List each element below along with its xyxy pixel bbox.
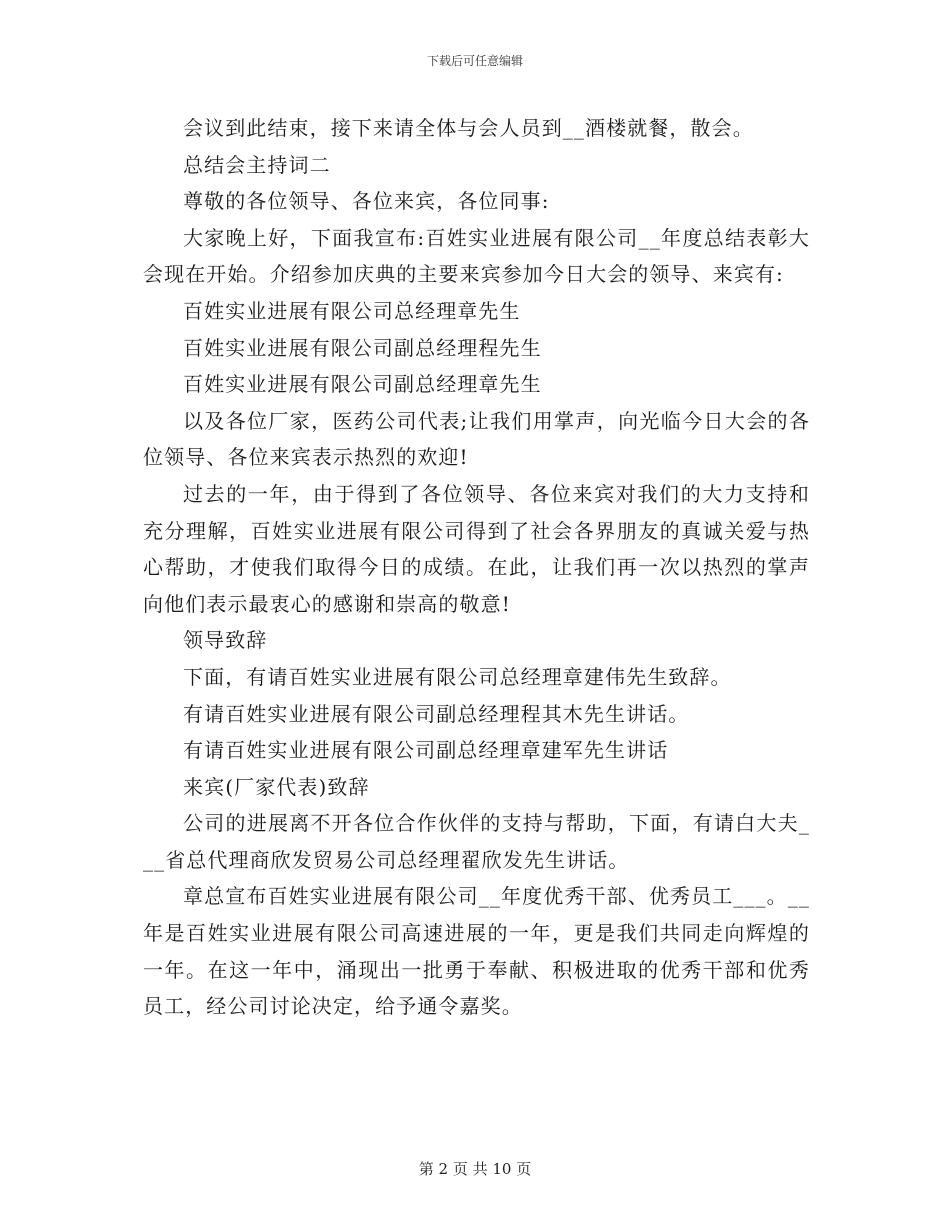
- section-heading-leader-speech: 领导致辞: [183, 628, 268, 653]
- greeting: 尊敬的各位领导、各位来宾，各位同事:: [183, 189, 550, 214]
- section-title: 总结会主持词二: [183, 152, 331, 177]
- speech-invite-line: 有请百姓实业进展有限公司副总经理章建军先生讲话: [183, 738, 669, 763]
- paragraph-welcome: 以及各位厂家，医药公司代表;让我们用掌声，向光临今日大会的各位领导、各位来宾表示热烈的欢迎!: [143, 408, 810, 470]
- paragraph-partner-speech: 公司的进展离不开各位合作伙伴的支持与帮助，下面，有请白大夫___省总代理商欣发贸易公司总经理翟欣发先生讲话。: [143, 811, 810, 872]
- paragraph-opening: 大家晚上好，下面我宣布:百姓实业进展有限公司__年度总结表彰大会现在开始。介绍参加庆典的主要来宾参加今日大会的领导、来宾有:: [143, 225, 810, 287]
- document-body: [143, 110, 810, 1025]
- guest-line: 百姓实业进展有限公司总经理章先生: [183, 298, 521, 323]
- page-header-note: 下载后可任意编辑: [426, 54, 523, 68]
- speech-invite-line: 有请百姓实业进展有限公司副总经理程其木先生讲话。: [183, 701, 690, 726]
- page-number-footer: 第 2 页 共 10 页: [418, 1160, 532, 1178]
- guest-line: 百姓实业进展有限公司副总经理章先生: [183, 372, 542, 397]
- paragraph-awards: 章总宣布百姓实业进展有限公司__年度优秀干部、优秀员工___。__年是百姓实业进展有限公司高速进展的一年，更是我们共同走向辉煌的一年。在这一年中，涌现出一批勇于奉献、积极进取的优秀干部和优秀员工，经公司讨论决定，给予通令嘉奖。: [143, 884, 810, 1019]
- paragraph-closing: 会议到此结束，接下来请全体与会人员到__酒楼就餐，散会。: [183, 116, 754, 140]
- guest-line: 百姓实业进展有限公司副总经理程先生: [183, 335, 542, 360]
- speech-invite-line: 下面，有请百姓实业进展有限公司总经理章建伟先生致辞。: [183, 664, 732, 689]
- paragraph-thanks: 过去的一年，由于得到了各位领导、各位来宾对我们的大力支持和充分理解，百姓实业进展有限公司得到了社会各界朋友的真诚关爱与热心帮助，才使我们取得今日的成绩。在此，让我们再一次以热烈的掌声向他们表示最衷心的感谢和崇高的敬意!: [143, 481, 810, 616]
- section-heading-guest-speech: 来宾(厂家代表)致辞: [183, 774, 370, 799]
